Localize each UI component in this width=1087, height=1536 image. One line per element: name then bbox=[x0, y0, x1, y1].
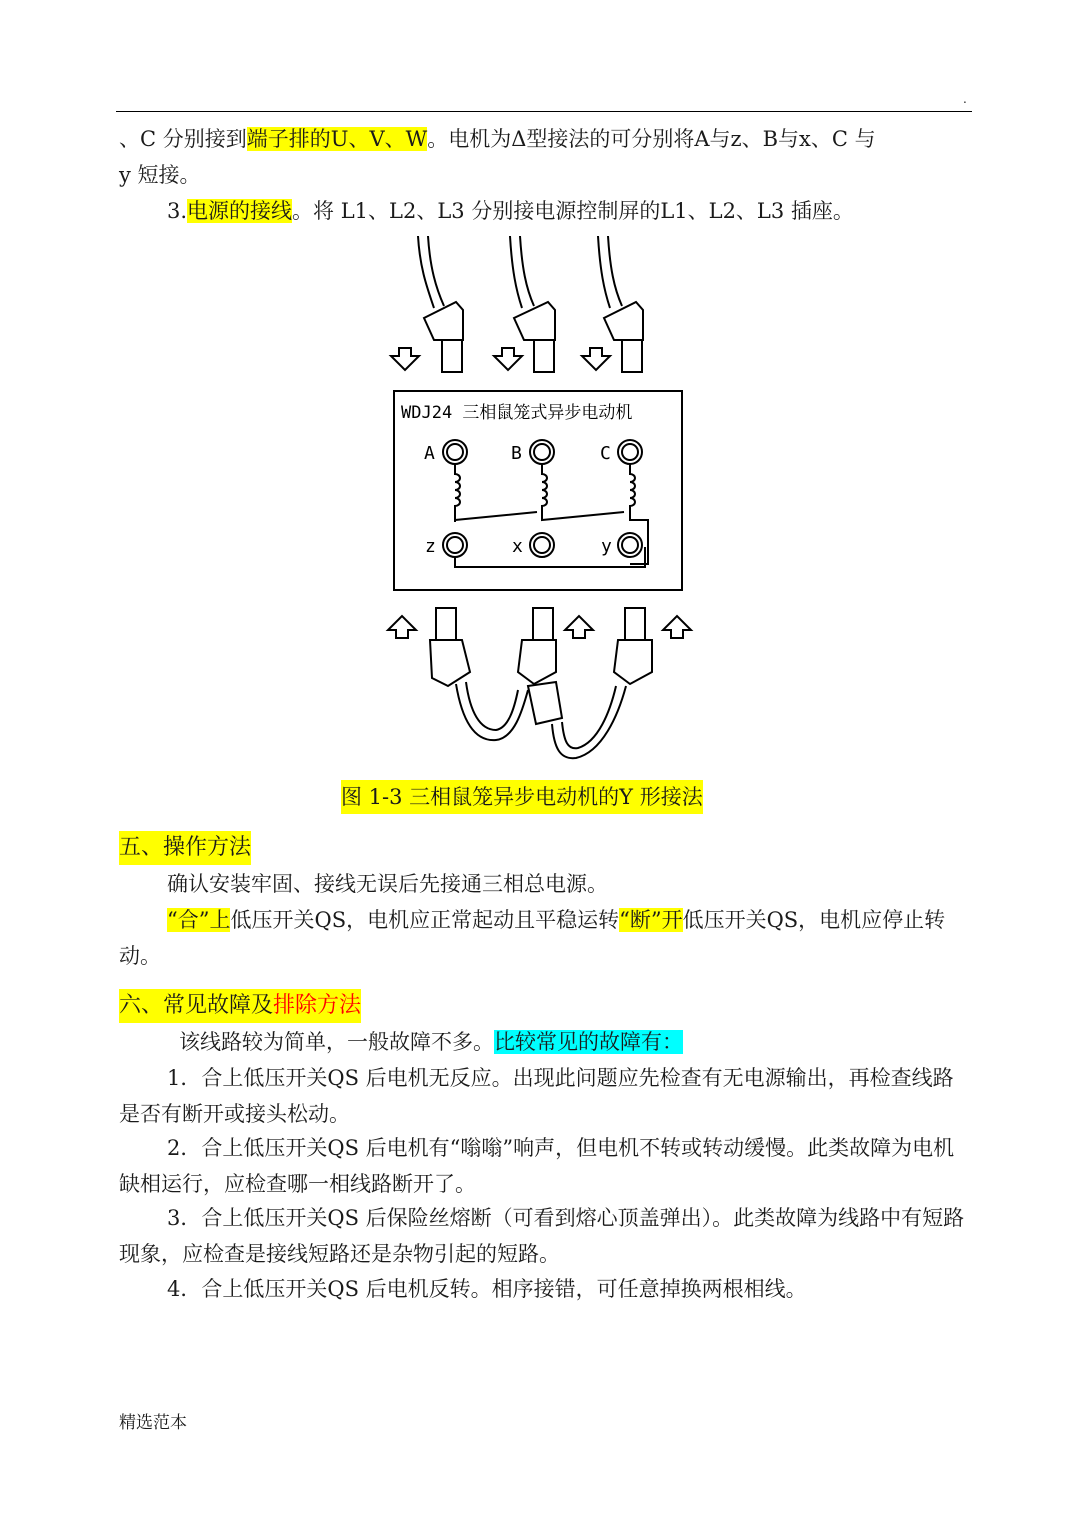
winding-coil bbox=[542, 464, 624, 520]
motor-wiring-diagram bbox=[380, 232, 710, 777]
up-arrow-icon bbox=[663, 616, 691, 638]
terminal-label-z: z bbox=[425, 536, 436, 557]
top-cable-c bbox=[598, 236, 643, 372]
fault-item-1: 1．合上低压开关QS 后电机无反应。出现此问题应先检查有无电源输出，再检查线路是否有断开或接头松动。 bbox=[119, 1066, 954, 1126]
down-arrow-icon bbox=[391, 348, 419, 370]
terminal-a bbox=[443, 440, 467, 464]
paragraph-operation-1: 确认安装牢固、接线无误后先接通三相总电源。 bbox=[167, 872, 608, 896]
down-arrow-icon bbox=[494, 348, 522, 370]
terminal-label-x: x bbox=[512, 536, 523, 557]
paragraph-terminal-connection bbox=[119, 121, 971, 193]
paragraph-operation-2 bbox=[119, 902, 971, 974]
paragraph-faults-intro bbox=[119, 1024, 971, 1060]
top-cable-b bbox=[510, 236, 555, 372]
figure-caption: 图 1-3 三相鼠笼异步电动机的Y 形接法 bbox=[341, 780, 703, 814]
terminal-label-b: B bbox=[511, 443, 522, 464]
text-segment: 、C 分别接到 bbox=[119, 127, 247, 151]
terminal-y bbox=[618, 533, 642, 557]
section-heading-operation: 五、操作方法 bbox=[119, 831, 251, 865]
text-segment: 低压开关QS，电机应正常起动且平稳运转 bbox=[230, 908, 620, 932]
terminal-label-c: C bbox=[600, 443, 611, 464]
heading-text-red: 排除方法 bbox=[273, 993, 362, 1018]
terminal-c bbox=[618, 440, 642, 464]
text-segment: 。将 L1、L2、L3 分别接电源控制屏的L1、L2、L3 插座。 bbox=[292, 199, 854, 223]
down-arrow-icon bbox=[582, 348, 610, 370]
item-number: 3. bbox=[167, 199, 188, 223]
highlight-common-faults: 比较常见的故障有： bbox=[494, 1030, 683, 1054]
top-cable-a bbox=[418, 236, 463, 372]
fault-item-4: 4．合上低压开关QS 后电机反转。相序接错，可任意掉换两根相线。 bbox=[167, 1277, 807, 1301]
up-arrow-icon bbox=[388, 616, 416, 638]
terminal-label-y: y bbox=[601, 536, 612, 557]
paragraph-power-wiring bbox=[119, 193, 971, 229]
terminal-b bbox=[530, 440, 554, 464]
terminal-x bbox=[530, 533, 554, 557]
text-segment: y 短接。 bbox=[119, 163, 201, 187]
page-footer: 精选范本 bbox=[119, 1413, 187, 1433]
highlight-terminal-strip: 端子排的U、V、W bbox=[246, 127, 428, 151]
fault-item-3: 3．合上低压开关QS 后保险丝熔断（可看到熔心顶盖弹出）。此类故障为线路中有短路现象，应检查是接线短路还是杂物引起的短路。 bbox=[119, 1206, 965, 1266]
highlight-power-wiring: 电源的接线 bbox=[187, 199, 293, 223]
heading-text: 六、常见故障及 bbox=[119, 993, 274, 1018]
text-segment: 。电机为Δ型接法的可分别将A与z、B与x、C 与 bbox=[427, 127, 876, 151]
fault-item-2: 2．合上低压开关QS 后电机有“嗡嗡”响声，但电机不转或转动缓慢。此类故障为电机缺相运行，应检查哪一相线路断开了。 bbox=[119, 1136, 955, 1196]
section-heading-faults bbox=[119, 989, 361, 1023]
highlight-close: “合”上 bbox=[167, 908, 231, 932]
shorting-cable bbox=[430, 608, 652, 758]
up-arrow-icon bbox=[565, 616, 593, 638]
winding-coil bbox=[455, 464, 537, 520]
highlight-open: “断”开 bbox=[619, 908, 683, 932]
text-segment: 该线路较为简单，一般故障不多。 bbox=[179, 1030, 494, 1054]
terminal-z bbox=[443, 533, 467, 557]
text-segment: 低压开关QS，电机应停止转动。 bbox=[119, 908, 946, 968]
header-mark: . bbox=[963, 92, 967, 106]
terminal-label-a: A bbox=[424, 443, 435, 464]
motor-box-title: WDJ24 三相鼠笼式异步电动机 bbox=[401, 403, 633, 423]
header-rule bbox=[116, 111, 972, 112]
